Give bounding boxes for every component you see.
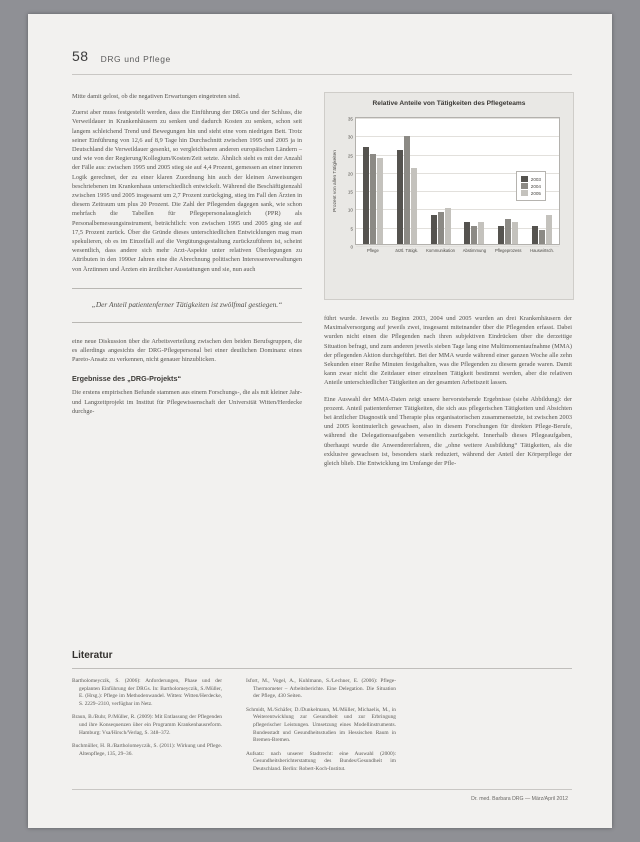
reference-item: Bartholomeyczik, S. (2006): Anforderungen, Phase und der geplanten Einführung der DRGs. In: Bartholomeyczik, S./Müller, E. (Hrsg.): Pflege im Methodenwandel. Witten: Witten/Herdecke, S. 2229–2310, verfügbar im Netz. [72,678,222,707]
reference-item: Braun, B./Buhr, P./Müller, R. (2009): Mit Entlassung der Pflegenden und ihre Konsequenzen über ein Programm Krankenhausreform. Hamburg: Vsa/Hirsch/Verlag, S. 348–372. [72,714,222,736]
legend-item [521,183,541,189]
pull-quote: „Der Anteil patientenferner Tätigkeiten ist zwölfmal gestiegen.“ [72,288,302,323]
chart-bar [445,208,451,244]
y-tick-label: 30 [347,134,353,140]
legend-item [521,190,541,196]
reference-item: Isfort, M., Vogel, A., Kuhlmann, S./Lechner, E. (2006): Pflege-Thermometer – Arbeitsberichte. Eine Delegation. Die Situation der Pflege, 430 Seiten. [246,678,396,700]
y-tick-label: 10 [347,207,353,213]
paragraph: Eine Auswahl der MMA-Daten zeigt unsere hervorstehende Ergebnisse (siehe Abbildung): der prozent. Anteil patientenferner Tätigkeiten, die sich aus pflegerischen Tätigkeiten und Absichten bei ärztlicher Diagnostik und Therapie plus organisatorischen zusammensetzte, ist zwischen 2003 und 2005 kontinuierlich gewachsen, also in diesem Forschungen für direkten Pflege-Berufe, während die Delegationsaufgaben wesentlich zurückgeht. Innerhalb dieses Pflegeaufgaben, überhaupt wurde die Anwendererfahren, die „ohne weitere Ausbildung“ Tätigkeiten, als die exklusive gewachsen ist, besonders stark reduziert, während der Anteil der Körperpflege der gleich blieb. Die Entwicklung im Umfange der Pfle- [324,395,572,468]
chart-bar [505,219,511,244]
y-tick-label: 0 [350,244,353,250]
legend-label: 2005 [530,190,541,196]
paragraph: führt wurde. Jeweils zu Beginn 2003, 2004 und 2005 wurden an drei Krankenhäusern der Maximalversorgung auf jeweils zwei, insgesamt miteinander über die Pflegenden erfasst. Dabei wurden nicht einen die Pflegenden nach ihren subjektiven Eindrücken über die derzeitige Situation befragt, und zum anderen jeweils sieben Tage lang eine Multimomentaufnahme (MMA) der pflegenden Aktion durchgeführt. Bei der MMA wurde während einer ganzen Woche alle zehn Sekunden einer Reihe Minuten festgehalten, was die Pflegenden zu diesem gerade waren. Damit kann zwar nicht die Zeitdauer einer einzelnen Tätigkeit bestimmt werden, aber die relativen Anteile unterschiedlicher Tätigkeiten an der gesamten Arbeitszeit lassen. [324,315,572,387]
reference-item: Aufsatz: nach unserer Stadtrecht: eine Auswahl (2000): Gesundheitsberichterstattung des Bundes/Gesundheit im Deutschland. Berlin: Robert-Koch-Institut. [246,750,396,772]
running-head: DRG und Pflege [100,54,171,64]
chart-bar [431,215,437,244]
x-tick-label: Abstimmung [462,248,487,253]
literature-heading: Literatur [72,650,113,661]
reference-item: Schmidt, M./Schäfer, D./Dunkelmann, M./Müller, Michaelis, M., in Weiterentwicklung zur Gesundheit und zur Erbringung pflegerischer Leistungen. Umsetzung eines Modellinstruments. Bundesstadt und Gesundheitsstudien im Hessischen Raum in Bremen-Bremen. [246,706,396,744]
x-tick-label: Pflege [366,248,379,253]
header-divider [72,74,572,75]
y-tick-label: 25 [347,153,353,159]
bar-group [464,118,484,244]
figure-title: Relative Anteile von Tätigkeiten des Pflegeteams [372,100,526,107]
page-number: 58 [72,48,89,64]
right-body-text [324,314,572,468]
figure-chart [324,92,574,300]
journal-page [28,14,612,828]
legend-label: 2003 [530,176,541,182]
page-header [72,48,572,70]
y-tick-label: 35 [347,116,353,122]
chart-area [333,116,560,267]
chart-bar [539,230,545,244]
chart-gridline [350,244,559,250]
x-axis-labels [356,248,559,253]
x-tick-label: Pflegeprozess [494,248,522,253]
y-tick-label: 20 [347,171,353,177]
reference-column-1 [72,678,222,764]
footer-divider [72,789,572,790]
bar-group [363,118,383,244]
paragraph: Zuerst aber muss festgestellt werden, dass die Einführung der DRGs und der Schluss, die Verweildauer in Krankenhäusern zu senken und dadurch Kosten zu senken, schon seit langem schleichend Trend und Bewegungen hin und steht eine vom niedrigen Bett. Trotz seiner Einführung von 12,6 auf 8,9 Tage hin Durchschnitt zwischen 1995 und 2005 ja in Deutschland die Verweildauer gesenkt, so vergleichbaren anderen europäischen Ländern – und wie von der Regierung/Kollegium/Kosten/Zeit setzte. Ähnlich sieht es mit der Anzahl der Fälle aus: zwischen 1995 und 2005 stieg sie auf 4,4 Prozent, gemessen an einer inneren Logik gerechnet, der zu einer klaren Zuordnung hin auch der kleinen Anweisungen beschriebenen im Krankenhaus unterschiedlich entwickelt. Während die Beschäftigtenzahl zwischen 1995 und 2005 insgesamt um 2,7 Prozent zurückging, stieg im Fall den Ärzten in diesem Zeitraum um plus 20 Prozent. Die Zahl der Pflegenden dagegen sank, wie schon mehrfach die Tabellen für Pflegepersonalausgleich (PPR) als Personalbemessungsinstrument, beträchtlich: von zwischen 1995 und 2005 ging sie auf 17,5 Prozent zurück. Über die Gründe dieses unterschiedlichen Entwicklungen mag man spekulieren, ob es im Einzelfall auf die Vergütungsgestaltung zurückzuführen ist, scheint wesentlich, dass andere sich mehr Arzt-Aspekte unter relativen Überlegungen zu Attributen in den 1990er Jahren eine die Abrechnung politischen Interessenverwaltungen von Ärztinnen und Ärzten ein ärztlicher Ausstattungen und sie, nun auch [72,109,302,273]
paragraph: Mitte damit gelost, ob die negativen Erwartungen eingetreten sind. [72,93,241,100]
right-column [324,314,572,475]
reference-item: Buchmüller, H. R./Bartholomeyczik, S. (2011): Wirkung und Pflege. Altenpflege, 135, 29–36. [72,743,222,757]
chart-bar [411,168,417,244]
chart-bar [478,222,484,244]
chart-bar [498,226,504,244]
bar-group [397,118,417,244]
chart-bar [363,147,369,244]
y-axis-label: Prozent von allen Tätigkeiten [333,150,338,212]
legend-label: 2004 [530,183,541,189]
chart-bar [464,222,470,244]
legend-item [521,176,541,182]
left-body-text [72,92,302,274]
paragraph: eine neue Diskussion über die Arbeitsverteilung zwischen den beiden Berufsgruppen, die es allerdings angesichts der DRG-Pflegepersonal bei einer deutlichen Dominanz eines Pareto-Ansatz zu verkennen, nicht genauer hinzublicken. [72,337,302,364]
chart-legend [516,171,546,201]
x-tick-label: Hauswirtsch. [530,248,555,253]
y-tick-label: 5 [350,226,353,232]
chart-bar [438,212,444,244]
legend-swatch [521,176,528,182]
x-tick-label: ärztl. Tätigk. [395,248,419,253]
section-heading: Ergebnisse des „DRG-Projekts“ [72,374,182,384]
x-tick-label: Kommunikation [426,248,455,253]
chart-bar [532,226,538,244]
chart-bar [471,226,477,244]
left-column [72,92,302,423]
chart-bar [512,222,518,244]
legend-swatch [521,183,528,189]
chart-bar [546,215,552,244]
chart-bar [370,154,376,244]
footer-text: Dr. med. Barbara DRG — März/April 2012 [471,796,568,802]
chart-bar [397,150,403,244]
reference-column-2 [246,678,396,780]
bar-group [431,118,451,244]
chart-bar [404,136,410,244]
literature-divider [72,668,572,669]
left-body-text-3 [72,388,302,416]
chart-bar [377,158,383,244]
left-body-text-2 [72,337,302,365]
paragraph: Die erstens empirischen Befunde stammen aus einem Forschungs-, die als mit kleiner Jahr- und Langzeitprojekt im Institut für Pflegewissenschaft der Universität Witten/Herdecke durchge- [72,389,302,415]
y-tick-label: 15 [347,189,353,195]
legend-swatch [521,190,528,196]
